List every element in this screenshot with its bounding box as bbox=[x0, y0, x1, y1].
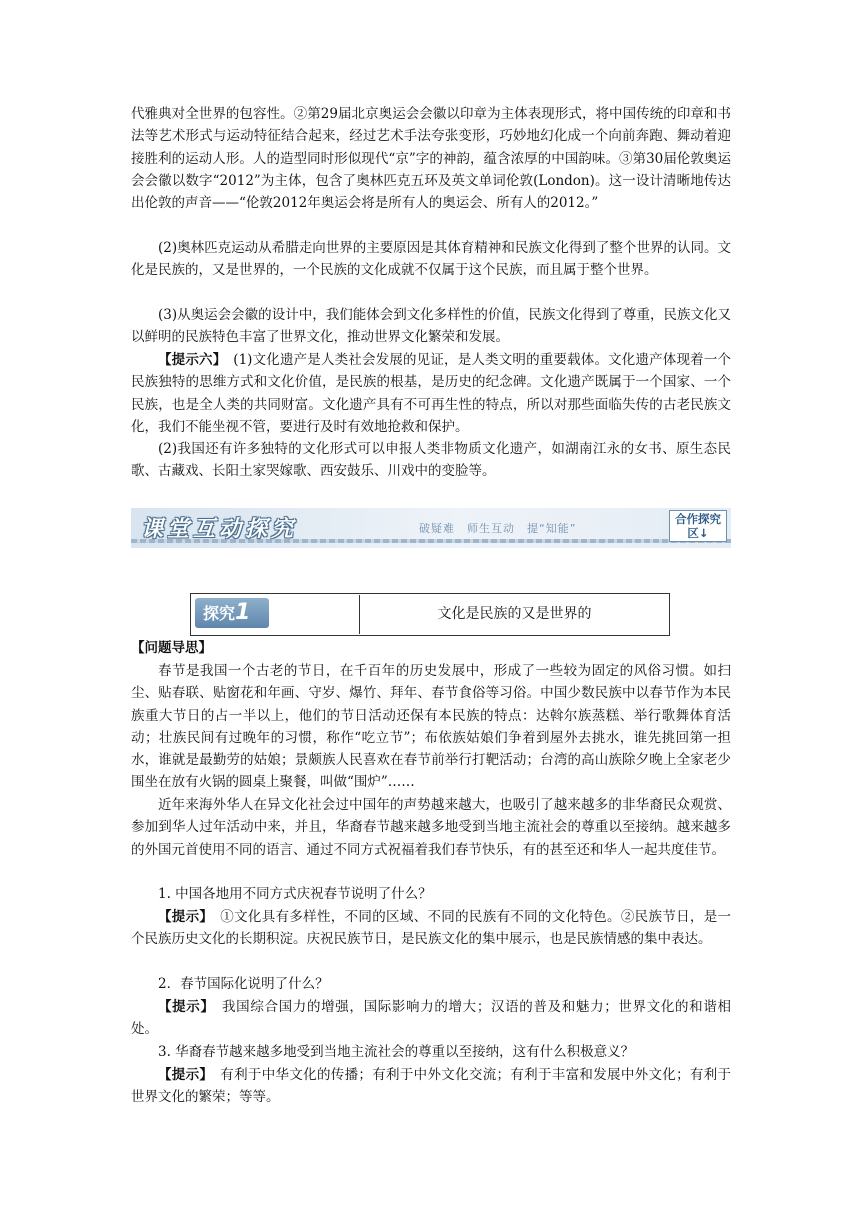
answer-2-text: 我国综合国力的增强，国际影响力的增大；汉语的普及和魅力；世界文化的和谐相处。 bbox=[131, 999, 731, 1038]
paragraph-intangible-heritage: (2)我国还有许多独特的文化形式可以申报人类非物质文化遗产，如湖南江永的女书、原生态民歌、古藏戏、长阳土家哭嫁歌、西安鼓乐、川戏中的变脸等。 bbox=[131, 441, 731, 480]
question-3: 3. 华裔春节越来越多地受到当地主流社会的尊重以至接纳，这有什么积极意义？ bbox=[158, 1044, 635, 1060]
answer-1 bbox=[131, 906, 731, 951]
inquiry-title: 文化是民族的又是世界的 bbox=[437, 606, 592, 622]
cooperation-area-label: 合作探究区↓ bbox=[669, 510, 727, 542]
paragraph-emblem-meaning: 代雅典对全世界的包容性。②第29届北京奥运会会徽以印章为主体表现形式，将中国传统的印章和书法等艺术形式与运动特征结合起来，经过艺术手法夸张变形，巧妙地幻化成一个向前奔跑、舞动着迎接胜利的运动人形。人的造型同时形似现代“京”字的神韵，蕴含浓厚的中国韵味。③第30届伦敦奥运会会徽以数字“2012”为主体，包含了奥林匹克五环及英文单词伦敦(London)。这一设计清晰地传达出伦敦的声音——“伦敦2012年奥运会将是所有人的奥运会、所有人的2012。” bbox=[131, 106, 731, 212]
inquiry-badge-number: 1 bbox=[235, 600, 251, 625]
answer-3-tag: 【提示】 bbox=[158, 1067, 207, 1083]
guide-heading-text: 【问题导思】 bbox=[131, 640, 212, 656]
question-2: 2．春节国际化说明了什么？ bbox=[158, 976, 329, 992]
guide-paragraph-spring-festival: 春节是我国一个古老的节日，在千百年的历史发展中，形成了一些较为固定的风俗习惯。如扫尘、贴春联、贴窗花和年画、守岁、爆竹、拜年、春节食俗等习俗。中国少数民族中以春节作为本民族重大节日的占一半以上，他们的节日活动还保有本民族的特点：达斡尔族蒸糕、举行歌舞体育活动；壮族民间有过晚年的习惯，称作“吃立节”；布依族姑娘们争着到屋外去挑水，谁先挑回第一担水，谁就是最勤劳的姑娘；景颇族人民喜欢在春节前举行打靶活动；台湾的高山族除夕晚上全家老少围坐在放有火锅的圆桌上聚餐，叫做“围炉”…… bbox=[131, 663, 731, 791]
paragraph-diversity-value: (3)从奥运会会徽的设计中，我们能体会到文化多样性的价值，民族文化得到了尊重，民族文化又以鲜明的民族特色丰富了世界文化，推动世界文化繁荣和发展。 bbox=[131, 307, 731, 346]
answer-1-tag: 【提示】 bbox=[158, 909, 207, 925]
answer-2-tag: 【提示】 bbox=[158, 999, 208, 1015]
banner-subtitle: 破疑难 师生互动 提“知能” bbox=[419, 522, 577, 535]
banner-title: 课堂互动探究 bbox=[141, 517, 298, 542]
answer-1-text: ①文化具有多样性，不同的区域、不同的民族有不同的文化特色。②民族节日，是一个民族历史文化的长期积淀。庆祝民族节日，是民族文化的集中展示，也是民族情感的集中表达。 bbox=[131, 909, 732, 948]
section-banner bbox=[131, 508, 731, 548]
hint-tag: 【提示六】 bbox=[158, 352, 220, 368]
paragraph-hint-six bbox=[131, 349, 731, 438]
answer-3-text: 有利于中华文化的传播；有利于中外文化交流；有利于丰富和发展中外文化；有利于世界文化的繁荣；等等。 bbox=[131, 1067, 732, 1106]
inquiry-topic-box bbox=[190, 593, 670, 636]
inquiry-badge bbox=[195, 598, 269, 628]
paragraph-olympic-spread: (2)奥林匹克运动从希腊走向世界的主要原因是其体育精神和民族文化得到了整个世界的认同。文化是民族的，又是世界的，一个民族的文化成就不仅属于这个民族，而且属于整个世界。 bbox=[131, 240, 731, 279]
inquiry-badge-text: 探究 bbox=[203, 604, 236, 623]
hint-text: (1)文化遗产是人类社会发展的见证，是人类文明的重要载体。文化遗产体现着一个民族独特的思维方式和文化价值，是民族的根基，是历史的纪念碑。文化遗产既属于一个国家、一个民族，也是全人类的共同财富。文化遗产具有不可再生性的特点，所以对那些面临失传的古老民族文化，我们不能坐视不管，要进行及时有效地抢救和保护。 bbox=[131, 352, 732, 435]
guide-heading bbox=[131, 637, 731, 659]
question-1: 1. 中国各地用不同方式庆祝春节说明了什么？ bbox=[158, 886, 432, 902]
inquiry-label-cell bbox=[192, 595, 360, 634]
answer-2 bbox=[131, 996, 731, 1041]
answer-3 bbox=[131, 1064, 731, 1109]
guide-paragraph-overseas: 近年来海外华人在异文化社会过中国年的声势越来越大，也吸引了越来越多的非华裔民众观赏、参加到华人过年活动中来，并且，华裔春节越来越多地受到当地主流社会的尊重以至接纳。越来越多的外国元首使用不同的语言、通过不同方式祝福着我们春节快乐，有的甚至还和华人一起共度佳节。 bbox=[131, 797, 731, 858]
